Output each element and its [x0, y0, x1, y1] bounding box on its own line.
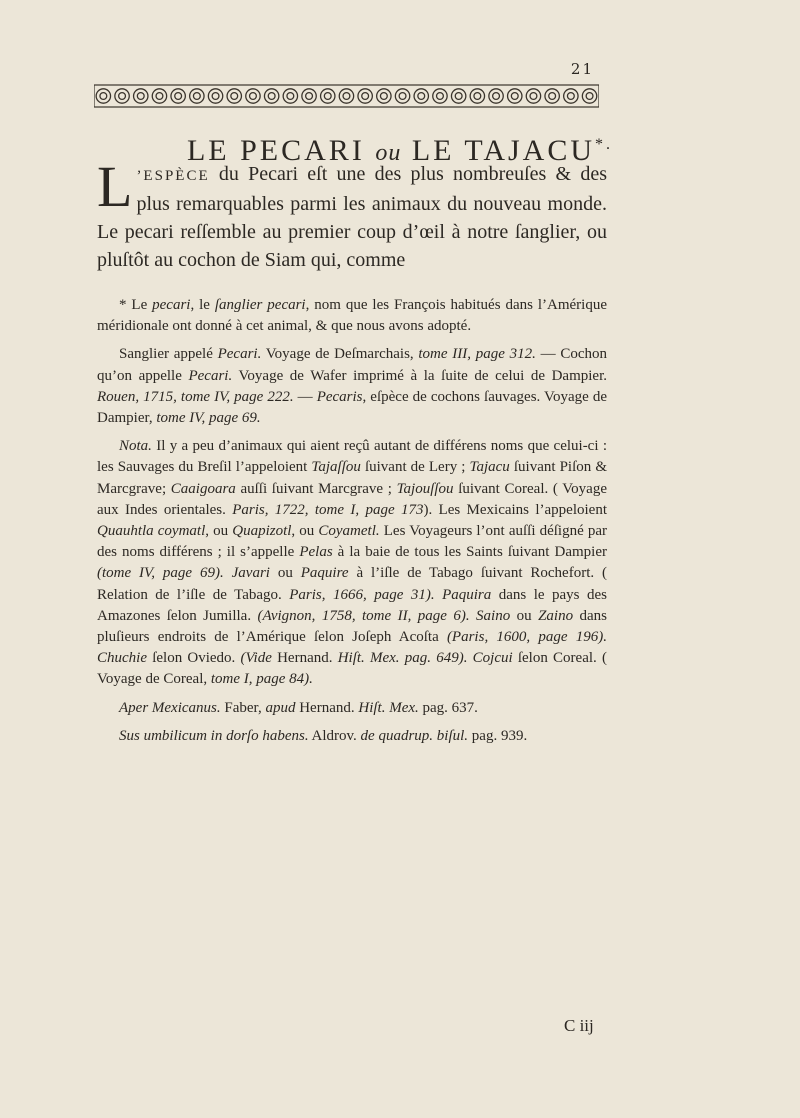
ornament-ring: [212, 93, 219, 100]
ornament-ring: [324, 93, 331, 100]
ornament-ring: [433, 89, 447, 103]
ornament-ring: [96, 89, 110, 103]
ornament-ring: [437, 93, 444, 100]
note-text: ſelon Oviedo.: [147, 650, 241, 667]
note-italic: Paquira: [442, 586, 492, 603]
ornament-ring: [208, 89, 222, 103]
note-italic: (Paris, 1600, page 196).: [446, 629, 607, 646]
page-number: 21: [570, 60, 594, 78]
ornament-ring: [395, 89, 409, 103]
note-italic: Tajouſſou: [396, 480, 454, 497]
ornament-ring: [302, 89, 316, 103]
drop-cap-continuation: ’ESPÈCE: [136, 168, 210, 184]
footnote-2: [97, 344, 607, 429]
ornament-ring: [586, 93, 593, 100]
footnotes: [97, 295, 607, 754]
ornament-ring: [508, 89, 522, 103]
note-italic: Zaino: [538, 607, 574, 624]
signature-mark: C iij: [564, 1016, 594, 1035]
note-italic: Coyametl.: [318, 523, 380, 540]
note-italic: tome III, page 312.: [418, 346, 536, 363]
note-text: à l’iſle de Tabago ſuivant Rochefort. ( Relation de l’iſle de Tabago.: [97, 565, 608, 603]
note-italic: tome I, page 84).: [210, 671, 313, 688]
note-italic: Hiſt. Mex.: [358, 699, 419, 716]
note-italic: (Avignon, 1758, tome II, page 6).: [257, 607, 470, 624]
lead-text: du Pecari eſt une des plus nombreuſes & des plus remarquables parmi les animaux du nouveau monde. Le pecari reſſemble au premier coup d’œil à notre ſanglier, ou pluſtôt au cochon de Siam qui, comme: [97, 163, 607, 271]
note-italic: (tome IV, page 69).: [97, 565, 224, 582]
ornament-ring: [511, 93, 518, 100]
ornament-ring: [152, 89, 166, 103]
note-text: —: [293, 388, 317, 405]
ornament-ring: [339, 89, 353, 103]
ornament-ring: [474, 93, 481, 100]
note-text: Voyage de Deſmarchais,: [261, 346, 419, 363]
title-part-1: LE PECARI: [186, 134, 365, 168]
title-part-2: LE TAJACU: [411, 134, 596, 168]
note-text: auſſi ſuivant Marcgrave ;: [235, 480, 397, 497]
ornament-ring: [134, 89, 148, 103]
lead-paragraph: [97, 154, 607, 274]
ornament-ring: [362, 93, 369, 100]
ornament-ring: [119, 93, 126, 100]
note-text: Hernand.: [295, 699, 359, 716]
note-italic: Tajaſſou: [311, 459, 361, 476]
drop-cap: L: [97, 154, 133, 219]
footnote-3: [97, 436, 607, 690]
note-italic: Hiſt. Mex. pag. 649).: [337, 650, 468, 667]
note-italic: Pecaris: [316, 388, 363, 405]
ornament-ring: [545, 89, 559, 103]
ornament-ring: [549, 93, 556, 100]
note-text: , ou: [205, 523, 233, 540]
ornament-ring: [418, 93, 425, 100]
ornament-ring: [321, 89, 335, 103]
note-text: dans pluſieurs endroits de l’Amérique ſelon Joſeph Acoſta: [97, 607, 608, 646]
ornament-ring: [414, 89, 428, 103]
ornament-ring: [227, 89, 241, 103]
note-text: Voyage de Wafer imprimé à la ſuite de celui de Dampier.: [232, 367, 607, 384]
footnote-5: [97, 726, 607, 747]
ornament-ring: [287, 93, 294, 100]
ornament-ring: [306, 93, 313, 100]
note-italic: Nota.: [119, 438, 152, 455]
ornament-ring: [380, 93, 387, 100]
note-italic: de quadrup. biſul.: [360, 727, 469, 744]
note-text: , ou: [291, 523, 319, 540]
note-italic: Tajacu: [469, 459, 510, 476]
note-italic: Cojcui: [472, 650, 513, 667]
ornament-ring: [470, 89, 484, 103]
note-text: ou: [269, 565, 301, 582]
note-text: ſuivant de Lery ;: [360, 459, 470, 476]
note-italic: Rouen, 1715, tome IV, page 222.: [97, 388, 294, 405]
ornament-ring: [526, 89, 540, 103]
ornament-ring: [190, 89, 204, 103]
ornament-ring: [250, 93, 257, 100]
note-text: ſuivant Coreal. ( Voyage aux Indes orientales.: [97, 480, 607, 518]
ornament-ring: [530, 93, 537, 100]
ornament-ring: [156, 93, 163, 100]
note-italic: apud: [265, 699, 296, 716]
ornament-ring: [582, 89, 596, 103]
note-italic: Paris, 1722, tome I, page 173: [232, 501, 424, 518]
note-text: ). Les Mexicains l’appeloient: [423, 501, 607, 518]
ornament-band: [94, 84, 599, 108]
ornament-ring: [246, 89, 260, 103]
ornament-ring: [100, 93, 107, 100]
note-italic: tome IV, page 69.: [156, 410, 261, 427]
note-text: Il y a peu d’animaux qui aient reçû autant de différens noms que celui-ci : les Sauvages du Breſil l’appeloient: [97, 438, 607, 476]
note-text: [435, 587, 442, 603]
note-text: Sanglier appelé: [119, 346, 218, 363]
title-note-mark: *.: [595, 136, 614, 154]
note-text: ſuivant Piſon & Marcgrave;: [97, 459, 607, 497]
note-text: Aldrov.: [308, 727, 361, 744]
ornament-ring: [231, 93, 238, 100]
note-italic: Caaigoara: [170, 480, 236, 497]
ornament-ring: [567, 93, 574, 100]
note-italic: Aper Mexicanus.: [119, 699, 221, 716]
note-text: ou: [510, 607, 539, 624]
note-italic: Paquire: [300, 565, 349, 582]
note-italic: Quapizotl: [232, 523, 292, 540]
ornament-ring: [358, 89, 372, 103]
ornament-ring: [493, 93, 500, 100]
note-text: [224, 565, 232, 581]
title-conjunction: ou: [375, 140, 402, 167]
note-text: Les Voyageurs l’ont auſſi déſigné par des noms différens ; il s’appelle: [97, 523, 608, 561]
ornament-ring: [451, 89, 465, 103]
ornament-ring: [175, 93, 182, 100]
note-italic: Chuchie: [97, 650, 147, 667]
note-italic: ſanglier pecari: [214, 297, 306, 313]
note-text: Faber,: [220, 699, 266, 716]
note-text: — Cochon qu’on appelle: [97, 346, 607, 384]
note-text: , eſpèce de cochons ſauvages. Voyage de Dampier,: [97, 388, 607, 427]
ornament-ring: [343, 93, 350, 100]
ornament-ring: [564, 89, 578, 103]
ornament-ring: [377, 89, 391, 103]
note-text: pag. 939.: [468, 727, 528, 744]
footnote-4: [97, 698, 607, 719]
footnote-1: [97, 295, 607, 337]
ornament-ring: [268, 93, 275, 100]
ornament-ring: [489, 89, 503, 103]
note-text: pag. 637.: [418, 699, 478, 716]
note-italic: Pelas: [299, 544, 333, 561]
ornament-ring: [283, 89, 297, 103]
note-text: * Le: [119, 297, 153, 313]
note-italic: Pecari.: [217, 346, 262, 363]
note-text: ſelon Coreal. ( Voyage de Coreal,: [97, 650, 607, 688]
ornament-ring: [171, 89, 185, 103]
ornament-ring: [137, 93, 144, 100]
note-text: , nom que les François habitués dans l’Amérique méridionale ont donné à cet animal, & que nous avons adopté.: [97, 297, 607, 335]
note-italic: pecari: [152, 297, 191, 313]
ornament-ring: [193, 93, 200, 100]
ornament-ring: [115, 89, 129, 103]
note-text: Hernand.: [271, 650, 338, 667]
note-italic: (Vide: [240, 650, 272, 667]
note-italic: Quauhtla coymatl: [97, 523, 206, 540]
note-text: dans le pays des Amazones ſelon Jumilla.: [97, 586, 607, 624]
ornament-ring: [455, 93, 462, 100]
note-text: à la baie de tous les Saints ſuivant Dampier: [332, 544, 607, 561]
note-italic: Pecari.: [188, 367, 233, 384]
note-italic: Javari: [231, 565, 270, 582]
note-italic: Saino: [476, 607, 511, 624]
ornament-ring: [264, 89, 278, 103]
note-italic: Paris, 1666, page 31).: [289, 586, 435, 603]
ornament-ring: [399, 93, 406, 100]
note-italic: Sus umbilicum in dorſo habens.: [119, 727, 309, 744]
note-text: , le: [190, 297, 215, 313]
